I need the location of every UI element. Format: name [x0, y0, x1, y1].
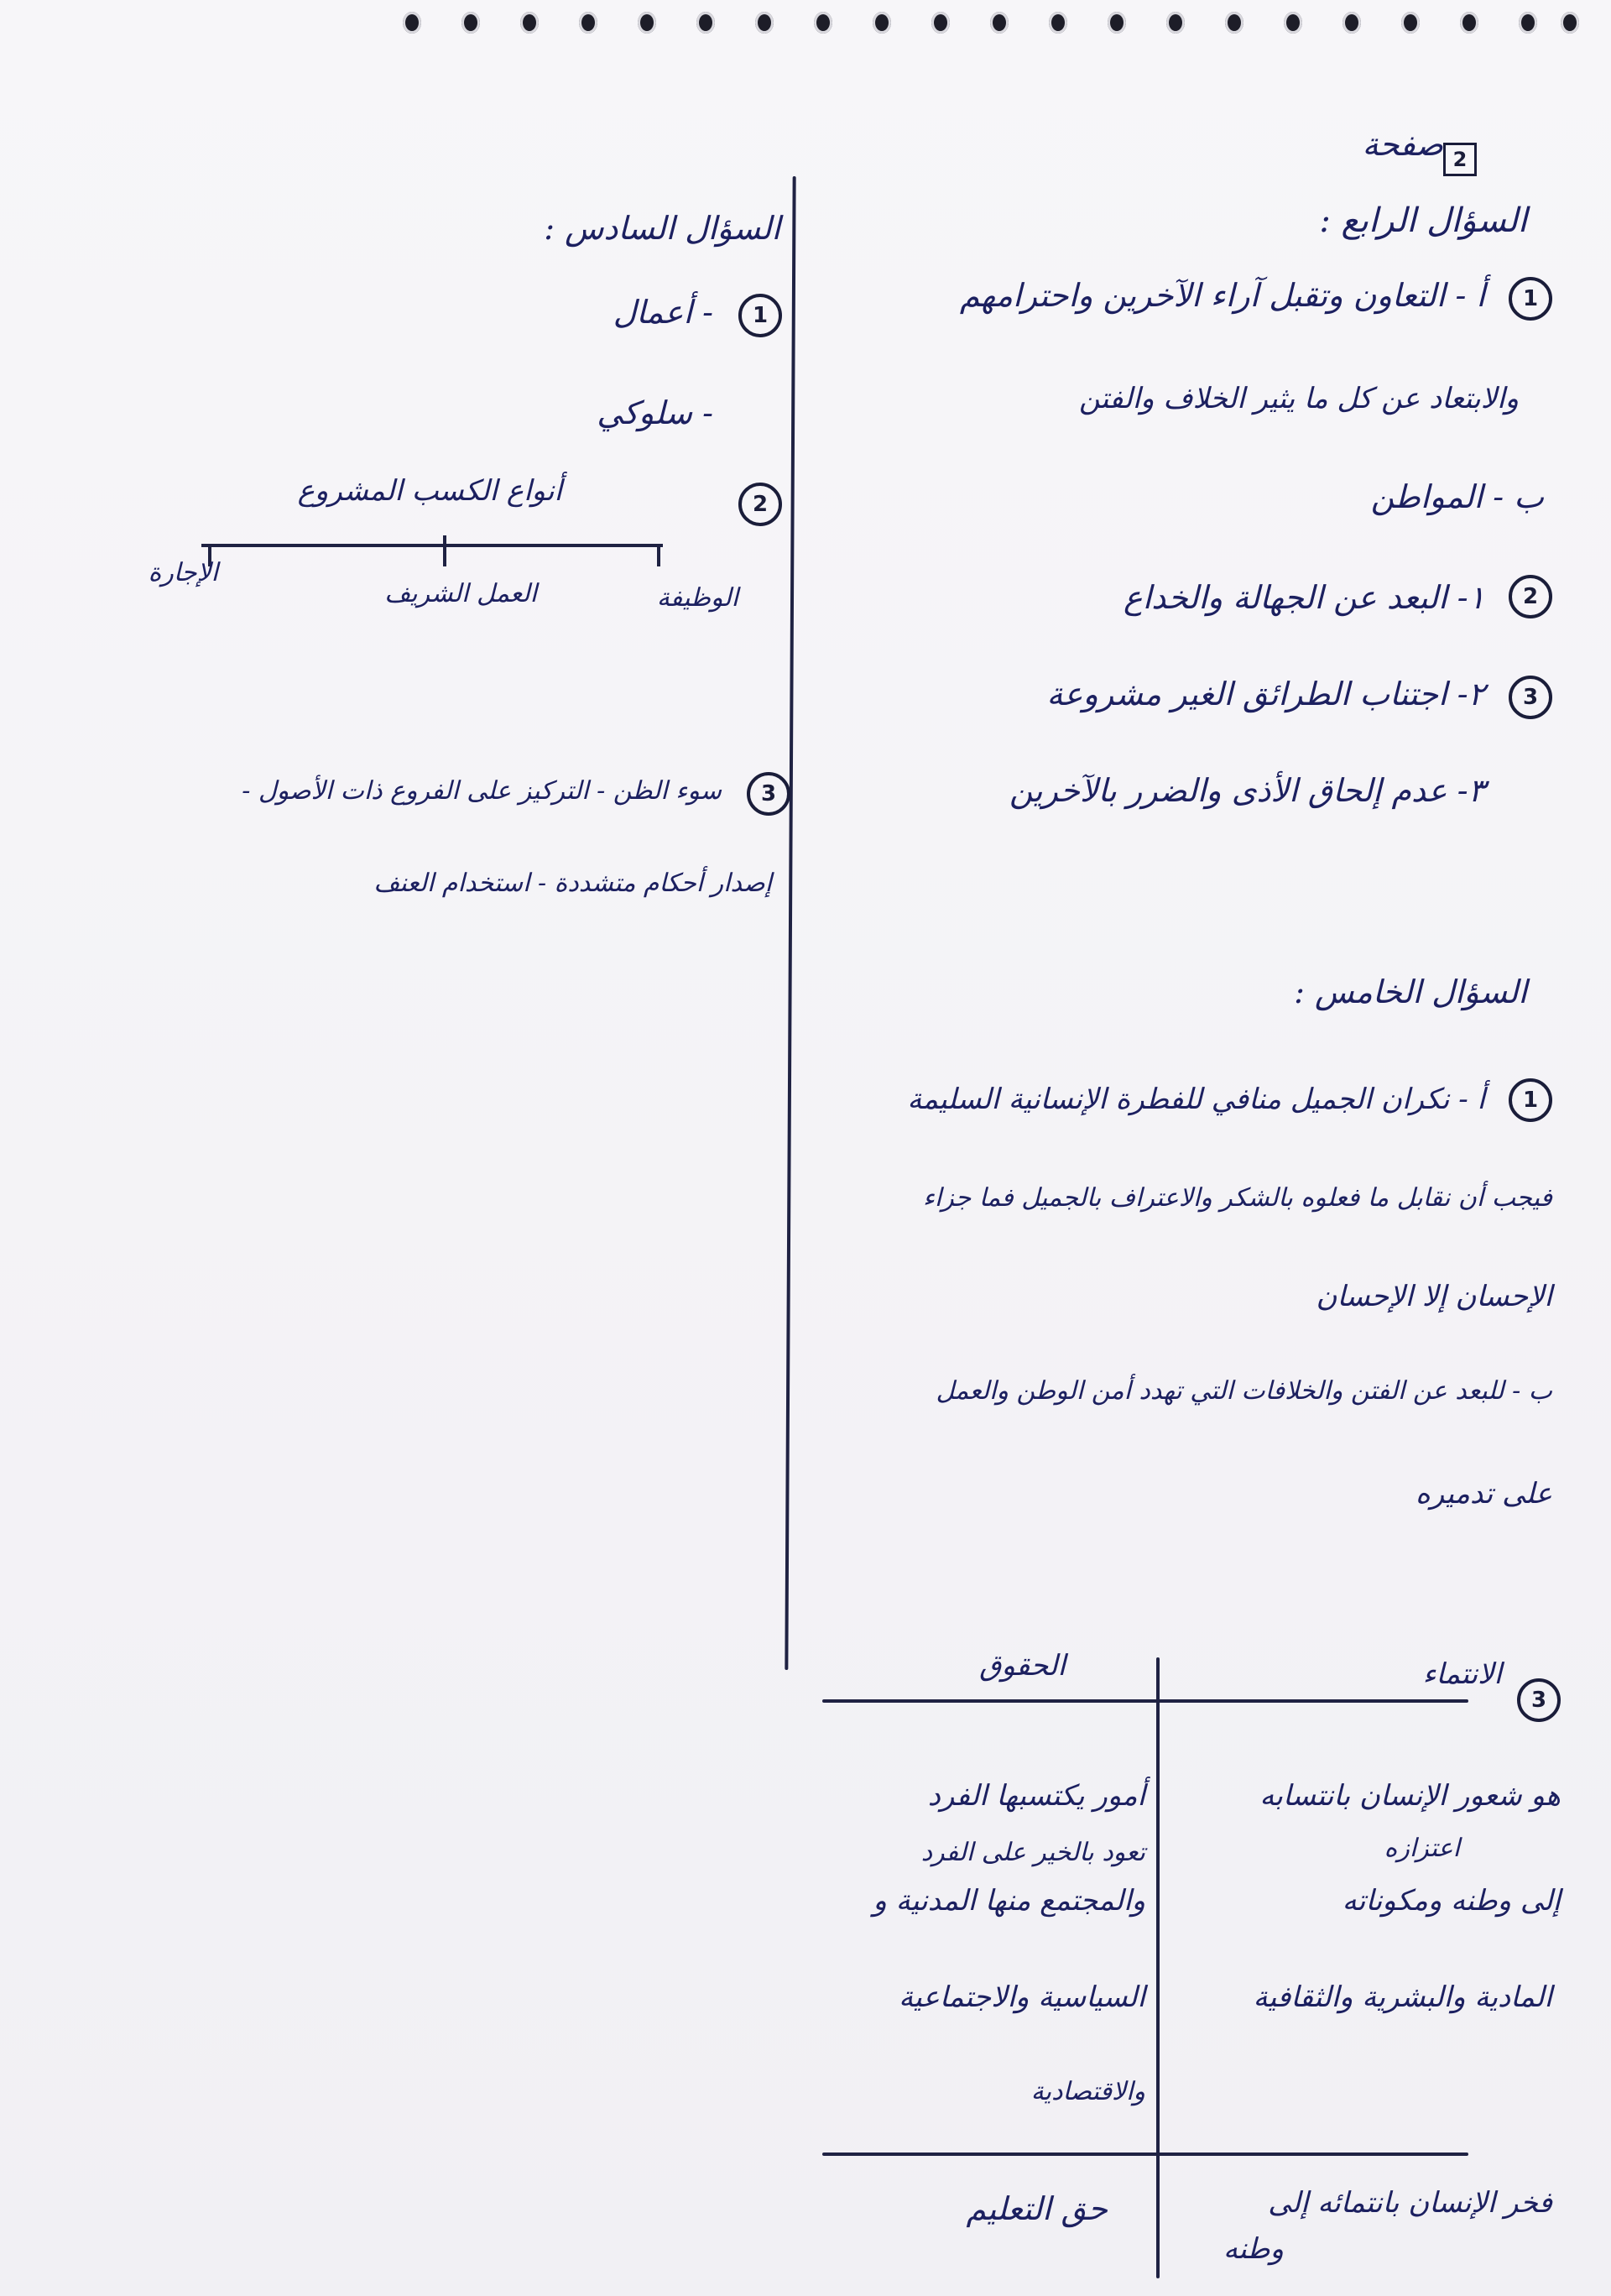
q4-a-line2: والابتعاد عن كل ما يثير الخلاف والفتن [1079, 382, 1519, 415]
q6-2-branch3: الإجارة [148, 558, 218, 587]
row1-left-line1: أمور يكتسبها الفرد [927, 1779, 1145, 1813]
q5-a-line2: فيجب أن نقابل ما فعلوه بالشكر والاعتراف بالجميل فما جزاء [922, 1183, 1552, 1213]
q6-2-title: أنواع الكسب المشروع [297, 474, 562, 508]
q4-item1-number: 1 [1509, 277, 1552, 321]
q5-item1-number: 1 [1509, 1078, 1552, 1122]
row1-left-line3: والمجتمع منها المدنية و [873, 1884, 1145, 1918]
q4-a-line1: أ - التعاون وتقبل آراء الآخرين واحترامهم [959, 277, 1485, 314]
q5-b-line2: على تدميره [1415, 1477, 1552, 1511]
row2-right-line1: فخر الإنسان بانتمائه إلى [1268, 2186, 1552, 2220]
q5-a-line1: أ - نكران الجميل منافي للفطرة الإنسانية السليمة [907, 1083, 1485, 1116]
q6-1a: - أعمال [613, 294, 713, 331]
table-center-line [1156, 1657, 1160, 2278]
page-number-box: 2 [1443, 143, 1477, 176]
q5-item3-number: 3 [1517, 1678, 1561, 1722]
q6-2-branch1: الوظيفة [656, 583, 738, 613]
q4-b1: ١- البعد عن الجهالة والخداع [1124, 579, 1485, 616]
row1-left-line2: تعود بالخير على الفرد [920, 1838, 1145, 1867]
table-header-rule [822, 1699, 1468, 1703]
page-label: صفحة [1362, 126, 1443, 163]
table-head-left: الحقوق [979, 1649, 1066, 1683]
row1-left-line5: والاقتصادية [1030, 2077, 1145, 2106]
q6-3-line1: سوء الظن - التركيز على الفروع ذات الأصول - [242, 776, 722, 806]
table-row-rule [822, 2152, 1468, 2156]
q5-a-line3: الإحسان إلا الإحسان [1316, 1280, 1552, 1313]
q6-3-line2: إصدار أحكام متشددة - استخدام العنف [373, 869, 772, 898]
q5-title: السؤال الخامس : [1294, 973, 1527, 1010]
q6-1b: - سلوكي [597, 394, 713, 431]
q5-b-line1: ب - للبعد عن الفتن والخلافات التي تهدد أمن الوطن والعمل [936, 1376, 1552, 1406]
row1-right-line1: هو شعور الإنسان بانتسابه [1259, 1779, 1561, 1813]
q6-2-branch2: العمل الشريف [384, 579, 537, 608]
q4-b2: ٢- اجتناب الطرائق الغير مشروعة [1046, 676, 1485, 712]
q6-item1-number: 1 [738, 294, 782, 337]
row1-right-line2: إلى وطنه ومكوناته [1342, 1884, 1561, 1918]
q4-title: السؤال الرابع : [1319, 201, 1527, 240]
q4-item2-number: 2 [1509, 575, 1552, 618]
column-divider [785, 176, 795, 1670]
q6-item3-number: 3 [747, 772, 790, 816]
q4-b3: ٣- عدم إلحاق الأذى والضرر بالآخرين [1009, 772, 1485, 809]
q6-item2-number: 2 [738, 483, 782, 526]
row1-right-note: اعتزازه [1384, 1834, 1460, 1863]
q4-item3-number: 3 [1509, 676, 1552, 719]
row1-left-line4: السياسية والاجتماعية [899, 1980, 1145, 2014]
row2-left: حق التعليم [966, 2190, 1108, 2227]
q6-title: السؤال السادس : [544, 210, 780, 247]
row2-right-line2: وطنه [1223, 2232, 1284, 2266]
q4-b: ب - المواطن [1370, 478, 1544, 515]
table-head-right: الانتماء [1422, 1657, 1502, 1691]
row1-right-line3: المادية والبشرية والثقافية [1253, 1980, 1552, 2014]
spiral-binding [369, 0, 1611, 50]
